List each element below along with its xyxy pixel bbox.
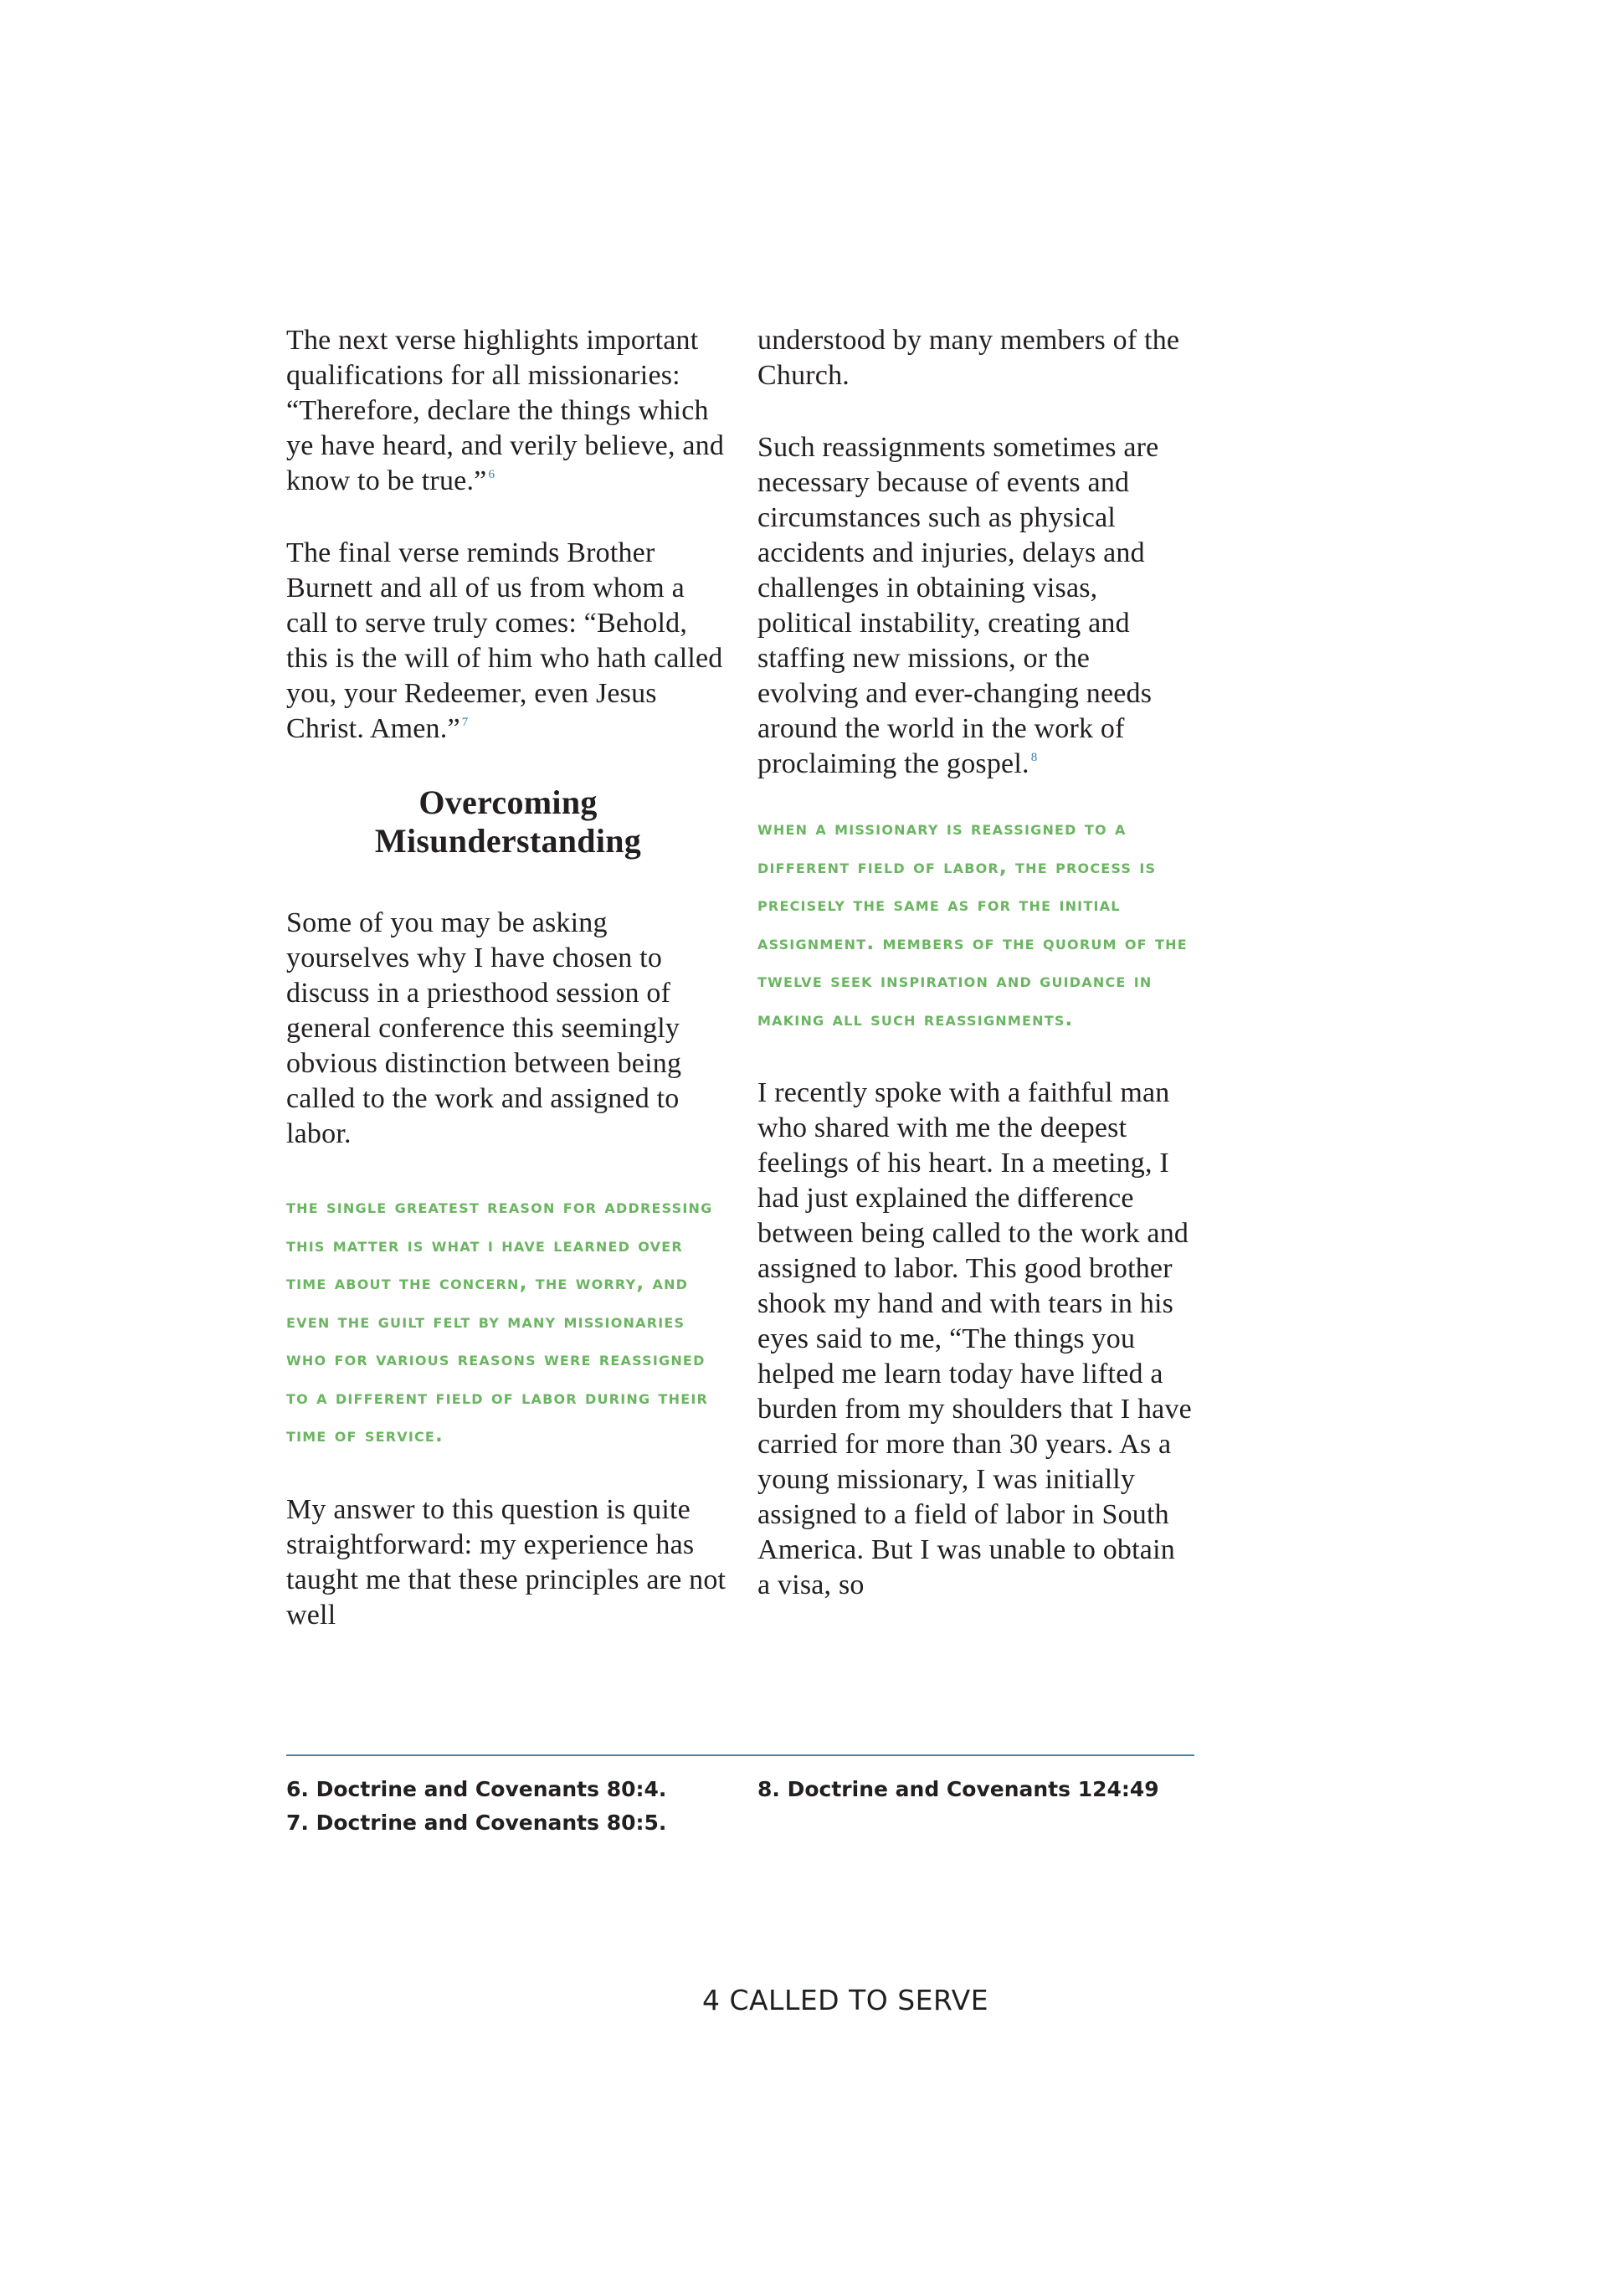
page-footer: 4 CALLED TO SERVE xyxy=(701,1984,989,2016)
footnote-marker[interactable]: 7 xyxy=(461,716,469,729)
paragraph xyxy=(286,323,730,499)
paragraph xyxy=(286,536,730,747)
footnote: 8. Doctrine and Covenants 124:49 xyxy=(757,1777,1159,1801)
paragraph: My answer to this question is quite straightforward: my experience has taught me that these principles are not well xyxy=(286,1493,726,1631)
paragraph-text: The next verse highlights important qualifications for all missionaries: “Therefore, declare the things which ye have heard, and verily believe, and know to be true.” xyxy=(286,325,725,496)
paragraph: I recently spoke with a faithful man who shared with me the deepest feelings of his heart. In a meeting, I had just explained the difference between being called to the work and assigned to labor. This good brother shook my hand and with tears in his eyes said to me, “The things you helped me learn today have lifted a burden from my shoulders that I have carried for more than 30 years. As a young missionary, I was initially assigned to a field of labor in South America. But I was unable to obtain a visa, so xyxy=(757,1077,1192,1600)
section-heading xyxy=(286,783,730,860)
footnote-divider xyxy=(286,1754,1194,1756)
footnote-marker[interactable]: 8 xyxy=(1030,751,1038,764)
paragraph-text: The final verse reminds Brother Burnett and all of us from whom a call to serve truly comes: “Behold, this is the will of him who hath called you, your Redeemer, even Jesus Christ. Amen.” xyxy=(286,537,723,744)
heading-line: Misunderstanding xyxy=(374,822,642,860)
paragraph: understood by many members of the Church. xyxy=(757,325,1180,391)
footnote-marker[interactable]: 6 xyxy=(488,468,495,481)
footnotes-left xyxy=(286,1773,666,1840)
paragraph: Some of you may be asking yourselves why I have chosen to discuss in a priesthood session of general conference this seemingly obvious distinction between being called to the work and assigned to labor. xyxy=(286,907,682,1149)
footnotes-right xyxy=(757,1773,1159,1806)
footnote: 7. Doctrine and Covenants 80:5. xyxy=(286,1811,667,1835)
left-column xyxy=(286,323,730,1670)
paragraph xyxy=(757,430,1194,782)
paragraph-text: Such reassignments sometimes are necessary because of events and circumstances such as physical accidents and injuries, delays and challenges in obtaining visas, political instability, creating and staffing new missions, or the evolving and ever-changing needs around the world in the work of proclaiming the gospel. xyxy=(757,432,1159,779)
right-column xyxy=(757,323,1194,1640)
pull-quote: when a missionary is reassigned to a different field of labor, the process is precisely the same as for the initial assignment. members of the quorum of the twelve seek inspiration and guidance in making all such reassignments. xyxy=(757,818,1188,1030)
pull-quote: the single greatest reason for addressing this matter is what i have learned over time about the concern, the worry, and even the guilt felt by many missionaries who for various reasons were reassigned to a different field of labor during their time of service. xyxy=(286,1196,713,1446)
footnote: 6. Doctrine and Covenants 80:4. xyxy=(286,1777,667,1801)
heading-line: Overcoming xyxy=(418,783,598,821)
